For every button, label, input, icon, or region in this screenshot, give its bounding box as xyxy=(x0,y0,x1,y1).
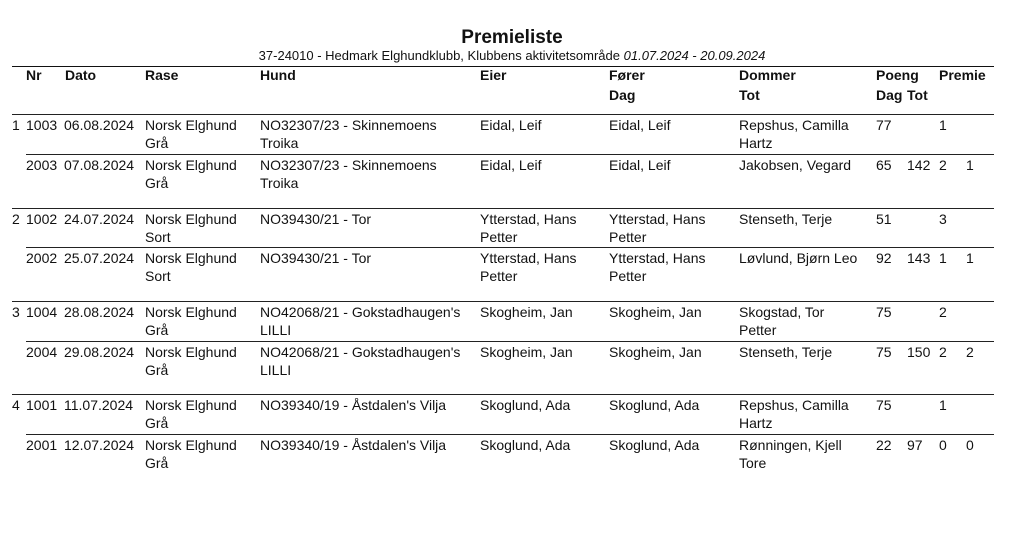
cell-hund: NO32307/23 - Skinnemoens xyxy=(260,117,437,133)
cell-hund-line2: Troika xyxy=(260,175,299,191)
header-rase: Rase xyxy=(145,67,179,83)
cell-premie-dag: 2 xyxy=(939,157,947,173)
table-row xyxy=(0,343,1024,383)
cell-poeng-dag: 75 xyxy=(876,397,892,413)
subtitle-period: 01.07.2024 - 20.09.2024 xyxy=(623,48,766,63)
table-row xyxy=(0,303,1024,343)
cell-hund-line2: LILLI xyxy=(260,362,292,378)
cell-eier-line2: Petter xyxy=(480,229,518,245)
cell-dommer: Stenseth, Terje xyxy=(739,211,833,227)
cell-dommer: Løvlund, Bjørn Leo xyxy=(739,250,858,266)
header-hund: Hund xyxy=(260,67,296,83)
cell-eier: Skogheim, Jan xyxy=(480,304,573,320)
table-row xyxy=(0,210,1024,250)
cell-forer: Ytterstad, Hans xyxy=(609,250,706,266)
cell-dommer: Repshus, Camilla xyxy=(739,397,849,413)
cell-rase-line2: Grå xyxy=(145,415,169,431)
cell-eier: Skoglund, Ada xyxy=(480,437,571,453)
cell-rase-line2: Sort xyxy=(145,268,171,284)
cell-dommer: Repshus, Camilla xyxy=(739,117,849,133)
cell-poeng-tot: 143 xyxy=(907,250,931,266)
header-dommer: Dommer xyxy=(739,67,796,83)
cell-hund: NO42068/21 - Gokstadhaugen's xyxy=(260,344,461,360)
cell-forer-line2: Petter xyxy=(609,229,647,245)
cell-dommer-line2: Hartz xyxy=(739,135,773,151)
cell-hund: NO39340/19 - Åstdalen's Vilja xyxy=(260,397,447,413)
cell-forer: Skoglund, Ada xyxy=(609,397,700,413)
cell-eier: Ytterstad, Hans xyxy=(480,211,577,227)
page-title: Premieliste xyxy=(461,27,563,48)
cell-premie-tot: 0 xyxy=(966,437,974,453)
cell-forer: Ytterstad, Hans xyxy=(609,211,706,227)
cell-eier: Skogheim, Jan xyxy=(480,344,573,360)
cell-dato: 28.08.2024 xyxy=(64,304,135,320)
header-dommer-tot: Tot xyxy=(739,87,760,103)
cell-dommer: Stenseth, Terje xyxy=(739,344,833,360)
cell-id: 1002 xyxy=(26,211,58,227)
row-divider xyxy=(26,341,994,342)
cell-group: 2 xyxy=(12,211,20,227)
cell-premie-dag: 1 xyxy=(939,397,947,413)
cell-rase-line2: Grå xyxy=(145,322,169,338)
cell-forer: Eidal, Leif xyxy=(609,157,671,173)
cell-eier: Eidal, Leif xyxy=(480,157,542,173)
cell-poeng-dag: 65 xyxy=(876,157,892,173)
row-divider xyxy=(26,247,994,248)
cell-rase: Norsk Elghund xyxy=(145,344,237,360)
cell-dato: 12.07.2024 xyxy=(64,437,135,453)
table-row xyxy=(0,436,1024,476)
cell-rase: Norsk Elghund xyxy=(145,437,237,453)
header-poeng: Poeng xyxy=(876,67,919,83)
header-nr: Nr xyxy=(26,67,42,83)
cell-poeng-tot: 142 xyxy=(907,157,931,173)
cell-hund-line2: LILLI xyxy=(260,322,292,338)
cell-forer: Skogheim, Jan xyxy=(609,304,702,320)
cell-forer-line2: Petter xyxy=(609,268,647,284)
group-divider xyxy=(12,208,994,209)
header-poeng-tot: Tot xyxy=(907,87,928,103)
cell-premie-dag: 3 xyxy=(939,211,947,227)
cell-rase: Norsk Elghund xyxy=(145,304,237,320)
header-premie: Premie xyxy=(939,67,986,83)
table-row xyxy=(0,116,1024,156)
cell-premie-dag: 2 xyxy=(939,344,947,360)
cell-dato: 29.08.2024 xyxy=(64,344,135,360)
cell-hund: NO42068/21 - Gokstadhaugen's xyxy=(260,304,461,320)
cell-dommer-line2: Hartz xyxy=(739,415,773,431)
header-forer: Fører xyxy=(609,67,645,83)
cell-eier: Ytterstad, Hans xyxy=(480,250,577,266)
cell-hund: NO39430/21 - Tor xyxy=(260,250,372,266)
cell-premie-dag: 0 xyxy=(939,437,947,453)
cell-id: 2001 xyxy=(26,437,58,453)
cell-premie-dag: 1 xyxy=(939,117,947,133)
cell-poeng-dag: 22 xyxy=(876,437,892,453)
cell-id: 1001 xyxy=(26,397,58,413)
subtitle-club: 37-24010 - Hedmark Elghundklubb, Klubbens aktivitetsområde xyxy=(258,48,620,63)
cell-hund-line2: Troika xyxy=(260,135,299,151)
cell-poeng-dag: 92 xyxy=(876,250,892,266)
cell-forer: Skogheim, Jan xyxy=(609,344,702,360)
cell-group: 4 xyxy=(12,397,20,413)
cell-poeng-dag: 77 xyxy=(876,117,892,133)
cell-dommer: Jakobsen, Vegard xyxy=(739,157,852,173)
cell-dommer: Rønningen, Kjell xyxy=(739,437,842,453)
header-eier: Eier xyxy=(480,67,507,83)
cell-hund: NO39340/19 - Åstdalen's Vilja xyxy=(260,437,447,453)
header-dato: Dato xyxy=(65,67,97,83)
cell-premie-dag: 2 xyxy=(939,304,947,320)
group-divider xyxy=(12,114,994,115)
row-divider xyxy=(26,154,994,155)
cell-dato: 07.08.2024 xyxy=(64,157,135,173)
cell-group: 1 xyxy=(12,117,20,133)
cell-id: 2004 xyxy=(26,344,58,360)
table-row xyxy=(0,249,1024,289)
header-poeng-dag: Dag xyxy=(876,87,903,103)
cell-premie-tot: 2 xyxy=(966,344,974,360)
cell-rase-line2: Sort xyxy=(145,229,171,245)
cell-rase: Norsk Elghund xyxy=(145,157,237,173)
cell-poeng-dag: 75 xyxy=(876,304,892,320)
cell-poeng-dag: 75 xyxy=(876,344,892,360)
cell-forer: Skoglund, Ada xyxy=(609,437,700,453)
cell-poeng-tot: 150 xyxy=(907,344,931,360)
cell-premie-dag: 1 xyxy=(939,250,947,266)
cell-hund: NO39430/21 - Tor xyxy=(260,211,372,227)
cell-rase: Norsk Elghund xyxy=(145,211,237,227)
header-forer-dag: Dag xyxy=(609,87,636,103)
row-divider xyxy=(26,434,994,435)
cell-poeng-tot: 97 xyxy=(907,437,923,453)
cell-id: 1003 xyxy=(26,117,58,133)
cell-id: 2003 xyxy=(26,157,58,173)
cell-premie-tot: 1 xyxy=(966,250,974,266)
cell-dommer: Skogstad, Tor xyxy=(739,304,825,320)
cell-hund: NO32307/23 - Skinnemoens xyxy=(260,157,437,173)
cell-dato: 11.07.2024 xyxy=(64,397,134,413)
cell-rase-line2: Grå xyxy=(145,135,169,151)
table-row xyxy=(0,396,1024,436)
cell-rase-line2: Grå xyxy=(145,362,169,378)
cell-id: 1004 xyxy=(26,304,58,320)
cell-eier: Eidal, Leif xyxy=(480,117,542,133)
cell-poeng-dag: 51 xyxy=(876,211,892,227)
cell-rase: Norsk Elghund xyxy=(145,250,237,266)
cell-rase-line2: Grå xyxy=(145,455,169,471)
page-subtitle xyxy=(0,48,1024,63)
cell-dato: 06.08.2024 xyxy=(64,117,135,133)
cell-rase-line2: Grå xyxy=(145,175,169,191)
cell-rase: Norsk Elghund xyxy=(145,397,237,413)
cell-dommer-line2: Tore xyxy=(739,455,767,471)
cell-dommer-line2: Petter xyxy=(739,322,777,338)
cell-forer: Eidal, Leif xyxy=(609,117,671,133)
cell-eier: Skoglund, Ada xyxy=(480,397,571,413)
cell-dato: 25.07.2024 xyxy=(64,250,135,266)
cell-id: 2002 xyxy=(26,250,58,266)
cell-eier-line2: Petter xyxy=(480,268,518,284)
group-divider xyxy=(12,301,994,302)
cell-premie-tot: 1 xyxy=(966,157,974,173)
table-row xyxy=(0,156,1024,196)
group-divider xyxy=(12,394,994,395)
cell-dato: 24.07.2024 xyxy=(64,211,135,227)
cell-group: 3 xyxy=(12,304,20,320)
cell-rase: Norsk Elghund xyxy=(145,117,237,133)
